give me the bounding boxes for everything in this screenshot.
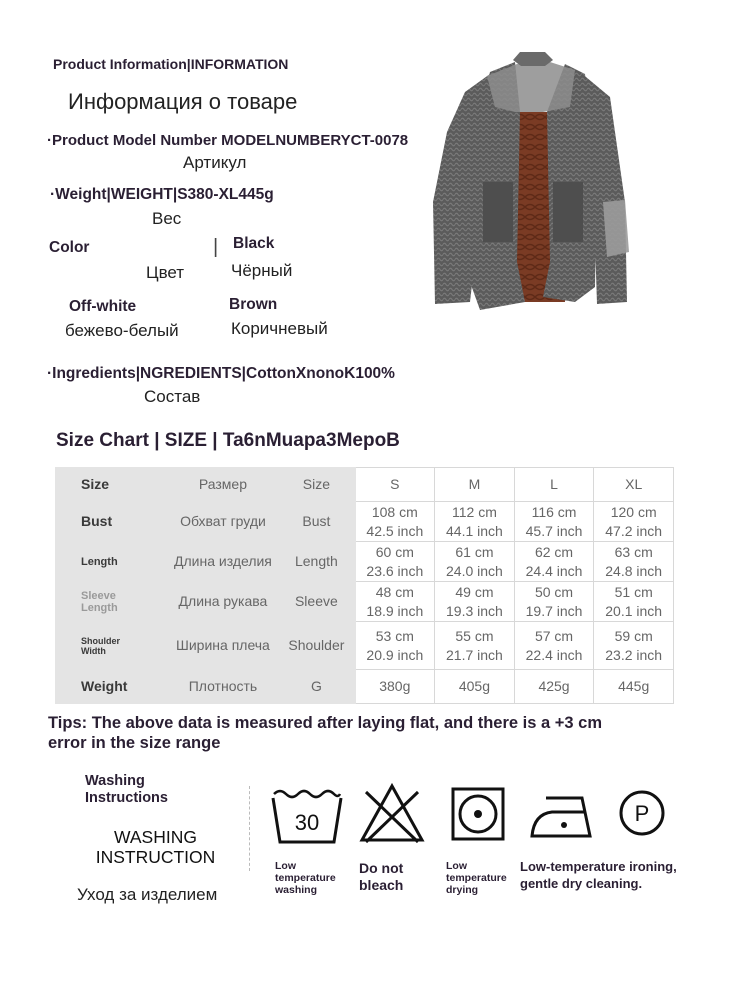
color-option-offwhite: Off-white	[69, 298, 137, 315]
color-option-black: Black	[233, 235, 275, 252]
table-row	[56, 670, 674, 704]
table-cell: 60 cm 23.6 inch	[355, 542, 435, 582]
row-label-en: Length	[56, 542, 169, 582]
row-label-ru: Ширина плеча	[168, 622, 278, 670]
table-header-row	[56, 468, 674, 502]
table-cell: 445g	[594, 670, 674, 704]
header-size-alt: Size	[278, 468, 355, 502]
table-cell: 380g	[355, 670, 435, 704]
do-not-bleach-icon	[358, 782, 426, 844]
header-size-m: M	[435, 468, 515, 502]
table-cell: 116 cm 45.7 inch	[514, 502, 594, 542]
color-ru: Цвет	[146, 263, 185, 282]
caption-wash: Low temperature washing	[275, 860, 336, 896]
color-option-brown: Brown	[229, 296, 278, 313]
header-size-ru: Размер	[168, 468, 278, 502]
table-cell: 108 cm 42.5 inch	[355, 502, 435, 542]
color-label: Color	[49, 239, 90, 256]
table-cell: 63 cm 24.8 inch	[594, 542, 674, 582]
table-row	[56, 582, 674, 622]
table-cell: 405g	[435, 670, 515, 704]
row-label-en: Sleeve Length	[56, 582, 169, 622]
table-cell: 59 cm 23.2 inch	[594, 622, 674, 670]
iron-low-icon	[528, 790, 596, 842]
row-label-alt: Length	[278, 542, 355, 582]
color-option-brown-ru: Коричневый	[231, 319, 328, 338]
header-size-s: S	[355, 468, 435, 502]
row-label-ru: Длина рукава	[168, 582, 278, 622]
table-cell: 425g	[514, 670, 594, 704]
row-label-ru: Обхват груди	[168, 502, 278, 542]
weight-ru: Вес	[152, 209, 182, 228]
table-cell: 50 cm 19.7 inch	[514, 582, 594, 622]
washing-title-en: Washing Instructions	[85, 773, 168, 806]
caption-bleach: Do not bleach	[359, 860, 404, 893]
header-size-en: Size	[56, 468, 169, 502]
size-chart-title: Size Chart | SIZE | Ta6nMuapa3MepoB	[56, 430, 400, 451]
model-number-label: ·Product Model Number MODELNUMBERYCT-0078	[47, 132, 409, 149]
table-cell: 49 cm 19.3 inch	[435, 582, 515, 622]
table-row	[56, 542, 674, 582]
row-label-alt: G	[278, 670, 355, 704]
divider	[249, 786, 250, 871]
tips-text: Tips: The above data is measured after laying flat, and there is a +3 cm error in the size range	[48, 714, 603, 752]
row-label-alt: Sleeve	[278, 582, 355, 622]
table-cell: 55 cm 21.7 inch	[435, 622, 515, 670]
ingredients-label: ·Ingredients|NGREDIENTS|CottonXnonoK100%	[47, 365, 395, 382]
table-row	[56, 622, 674, 670]
row-label-en: Bust	[56, 502, 169, 542]
table-cell: 48 cm 18.9 inch	[355, 582, 435, 622]
header-size-l: L	[514, 468, 594, 502]
model-number-ru: Артикул	[183, 153, 247, 172]
size-table	[55, 467, 674, 704]
wash-30-icon	[270, 786, 344, 846]
caption-dry: Low temperature drying	[446, 860, 507, 896]
table-cell: 57 cm 22.4 inch	[514, 622, 594, 670]
color-separator: |	[213, 236, 219, 258]
info-title-ru: Информация о товаре	[68, 89, 298, 114]
svg-text:30: 30	[294, 810, 320, 835]
row-label-alt: Shoulder	[278, 622, 355, 670]
product-photo	[425, 52, 635, 322]
table-cell: 51 cm 20.1 inch	[594, 582, 674, 622]
row-label-alt: Bust	[278, 502, 355, 542]
table-cell: 53 cm 20.9 inch	[355, 622, 435, 670]
table-cell: 112 cm 44.1 inch	[435, 502, 515, 542]
color-option-black-ru: Чёрный	[231, 261, 293, 280]
row-label-en: Shoulder Width	[56, 622, 169, 670]
ingredients-ru: Состав	[144, 387, 201, 406]
weight-label: ·Weight|WEIGHT|S380-XL445g	[50, 186, 274, 203]
row-label-en: Weight	[56, 670, 169, 704]
header-size-xl: XL	[594, 468, 674, 502]
tumble-dry-low-icon	[450, 786, 506, 842]
table-cell: 62 cm 24.4 inch	[514, 542, 594, 582]
washing-title-ru: Уход за изделием	[77, 885, 218, 904]
caption-iron: Low-temperature ironing, gentle dry cleaning.	[520, 859, 677, 891]
row-label-ru: Длина изделия	[168, 542, 278, 582]
row-label-ru: Плотность	[168, 670, 278, 704]
table-cell: 120 cm 47.2 inch	[594, 502, 674, 542]
svg-text:P: P	[634, 801, 650, 826]
washing-title-big: WASHING INSTRUCTION	[95, 827, 216, 867]
table-cell: 61 cm 24.0 inch	[435, 542, 515, 582]
color-option-offwhite-ru: бежево-белый	[65, 321, 179, 340]
dry-clean-p-icon	[617, 788, 667, 838]
table-row	[56, 502, 674, 542]
info-title-en: Product Information|INFORMATION	[53, 56, 289, 72]
